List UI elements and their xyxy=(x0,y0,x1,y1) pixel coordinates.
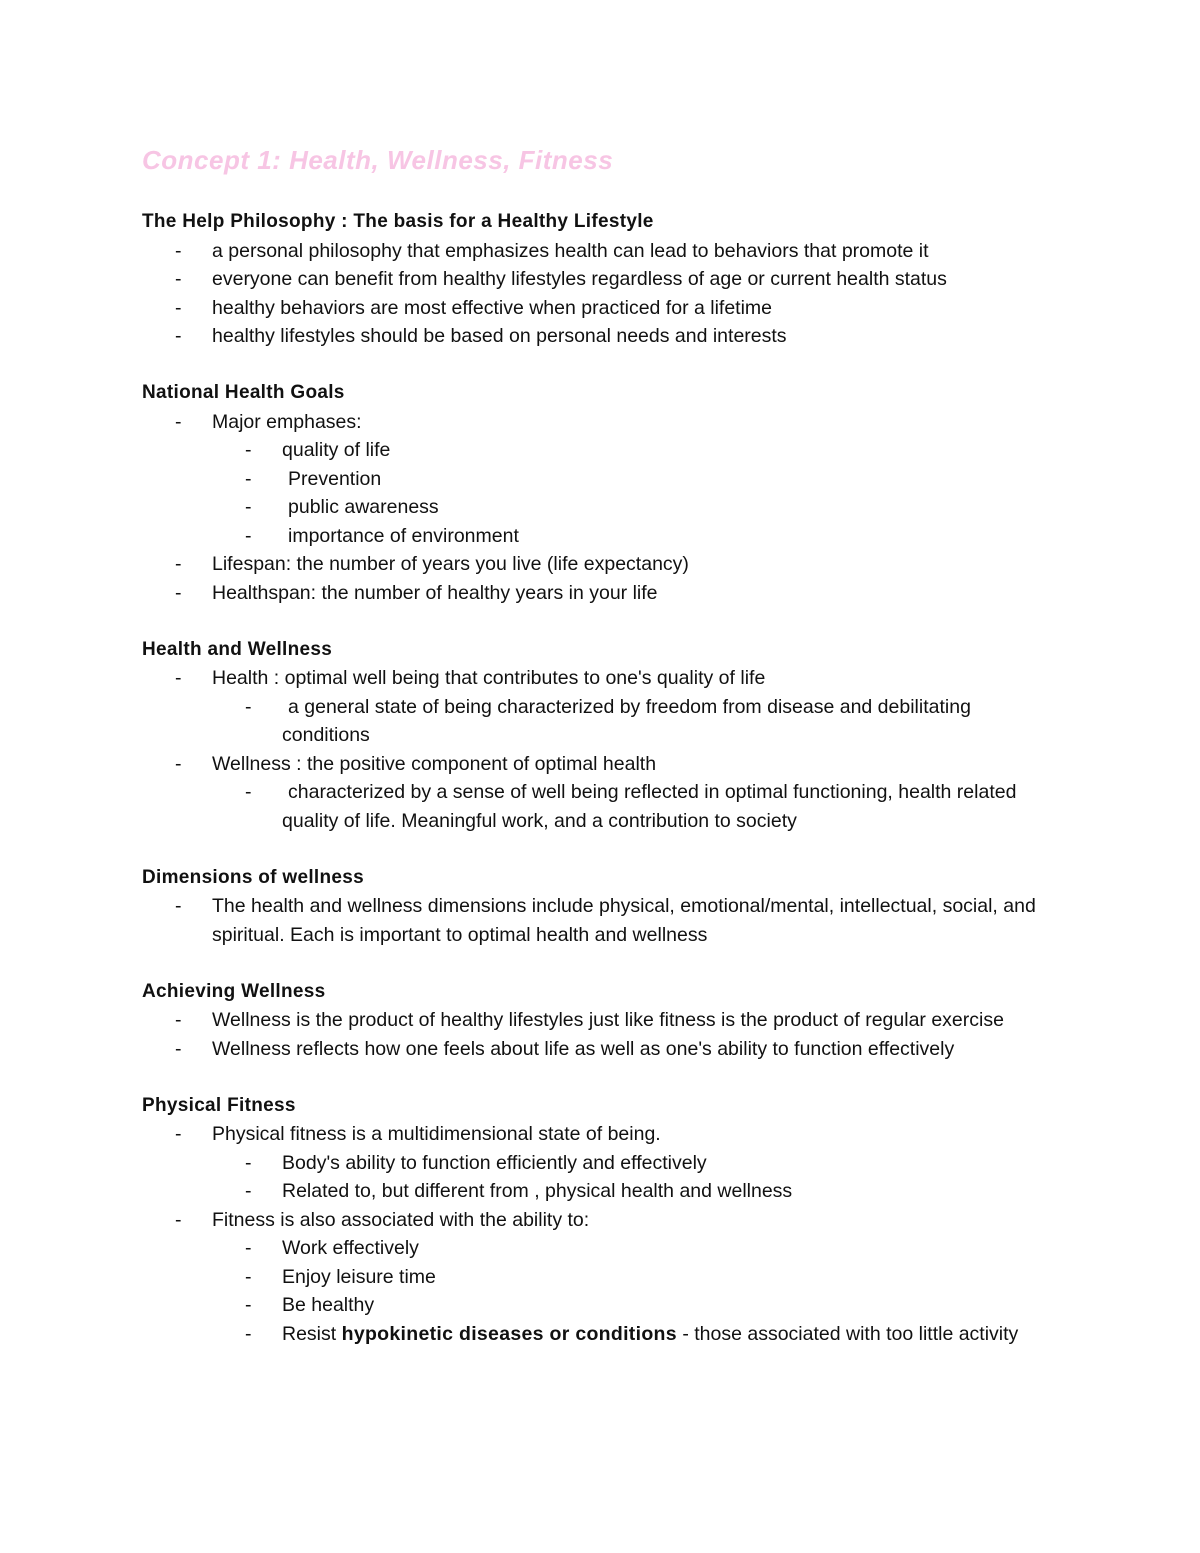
bullet-list xyxy=(142,1120,1062,1149)
section-achieving-wellness xyxy=(142,978,1062,1064)
list-item: - The health and wellness dimensions include physical, emotional/mental, intellectual, social, and spiritual. Each is important to optimal health and wellness xyxy=(142,892,1062,949)
section-heading: National Health Goals xyxy=(142,382,345,403)
bullet-list xyxy=(142,1206,1062,1235)
list-item: - quality of life xyxy=(142,436,1062,465)
list-item: - Physical fitness is a multidimensional state of being. xyxy=(142,1120,1062,1149)
list-item: - a personal philosophy that emphasizes health can lead to behaviors that promote it xyxy=(142,237,1062,266)
list-item: - Healthspan: the number of healthy years in your life xyxy=(142,579,1062,608)
list-item: - Major emphases: xyxy=(142,408,1062,437)
dash-bullet: - xyxy=(245,1237,252,1259)
list-item: - Wellness reflects how one feels about life as well as one's ability to function effectively xyxy=(142,1035,1062,1064)
dash-bullet: - xyxy=(175,296,182,319)
sub-bullet-list xyxy=(142,1149,1062,1206)
sub-bullet-list xyxy=(142,693,1062,750)
bullet-list xyxy=(142,664,1062,693)
section-heading: Achieving Wellness xyxy=(142,980,326,1002)
list-item: - Fitness is also associated with the ability to: xyxy=(142,1206,1062,1235)
dash-bullet: - xyxy=(175,553,182,575)
dash-bullet: - xyxy=(175,1208,182,1231)
dash-bullet: - xyxy=(175,410,182,433)
list-item: - Related to, but different from , physical health and wellness xyxy=(142,1177,1062,1206)
dash-bullet: - xyxy=(245,467,252,490)
list-item: - Health : optimal well being that contributes to one's quality of life xyxy=(142,664,1062,693)
bullet-list xyxy=(142,550,1062,607)
bullet-list xyxy=(142,1006,1062,1063)
dash-bullet: - xyxy=(245,524,252,547)
dash-bullet: - xyxy=(175,752,182,775)
dash-bullet: - xyxy=(175,325,182,347)
dash-bullet: - xyxy=(245,1180,252,1202)
section-health-and-wellness xyxy=(142,636,1062,836)
dash-bullet: - xyxy=(175,239,182,262)
dash-bullet: - xyxy=(245,1151,252,1174)
dash-bullet: - xyxy=(175,581,182,604)
document-body xyxy=(142,140,1062,1377)
dash-bullet: - xyxy=(245,1265,252,1288)
section-heading: Dimensions of wellness xyxy=(142,866,364,888)
list-item: - healthy behaviors are most effective when practiced for a lifetime xyxy=(142,294,1062,323)
list-item: - healthy lifestyles should be based on personal needs and interests xyxy=(142,322,1062,351)
list-item: - Work effectively xyxy=(142,1234,1062,1263)
list-item: - Wellness : the positive component of optimal health xyxy=(142,750,1062,779)
section-heading: Physical Fitness xyxy=(142,1094,296,1116)
list-item: - public awareness xyxy=(142,493,1062,522)
sub-bullet-list xyxy=(142,778,1062,835)
list-item: - Lifespan: the number of years you live (life expectancy) xyxy=(142,550,1062,579)
dash-bullet: - xyxy=(245,496,252,518)
bullet-list xyxy=(142,750,1062,779)
list-item: - a general state of being characterized by freedom from disease and debilitating conditions xyxy=(142,693,1062,750)
bullet-list xyxy=(142,237,1062,351)
list-item: - Body's ability to function efficiently and effectively xyxy=(142,1149,1062,1178)
list-item: - Resist hypokinetic diseases or conditions - those associated with too little activity xyxy=(142,1320,1062,1349)
bullet-list xyxy=(142,892,1062,949)
list-item: - importance of environment xyxy=(142,522,1062,551)
section-help-philosophy xyxy=(142,208,1062,351)
list-item: - Enjoy leisure time xyxy=(142,1263,1062,1292)
section-heading: Health and Wellness xyxy=(142,638,333,660)
list-item: - Be healthy xyxy=(142,1291,1062,1320)
dash-bullet: - xyxy=(175,1009,182,1031)
dash-bullet: - xyxy=(245,1294,252,1316)
dash-bullet: - xyxy=(245,1322,252,1345)
dash-bullet: - xyxy=(175,268,182,290)
dash-bullet: - xyxy=(175,1123,182,1145)
list-item: - characterized by a sense of well being reflected in optimal functioning, health related quality of life. Meaningful work, and a contribution to society xyxy=(142,778,1062,835)
section-national-health-goals xyxy=(142,379,1062,607)
bold-term: hypokinetic diseases or conditions xyxy=(341,1322,677,1345)
bullet-list xyxy=(142,408,1062,437)
section-heading: The Help Philosophy : The basis for a Healthy Lifestyle xyxy=(142,211,654,232)
page-title: Concept 1: Health, Wellness, Fitness xyxy=(142,145,614,175)
dash-bullet: - xyxy=(175,667,182,689)
dash-bullet: - xyxy=(245,695,252,718)
list-item: - Prevention xyxy=(142,465,1062,494)
section-dimensions-of-wellness xyxy=(142,864,1062,950)
list-item: - Wellness is the product of healthy lifestyles just like fitness is the product of regular exercise xyxy=(142,1006,1062,1035)
dash-bullet: - xyxy=(175,895,182,917)
sub-bullet-list xyxy=(142,436,1062,550)
list-item: - everyone can benefit from healthy lifestyles regardless of age or current health status xyxy=(142,265,1062,294)
section-physical-fitness xyxy=(142,1092,1062,1349)
sub-bullet-list xyxy=(142,1234,1062,1348)
dash-bullet: - xyxy=(245,781,252,803)
dash-bullet: - xyxy=(245,439,252,461)
dash-bullet: - xyxy=(175,1037,182,1060)
